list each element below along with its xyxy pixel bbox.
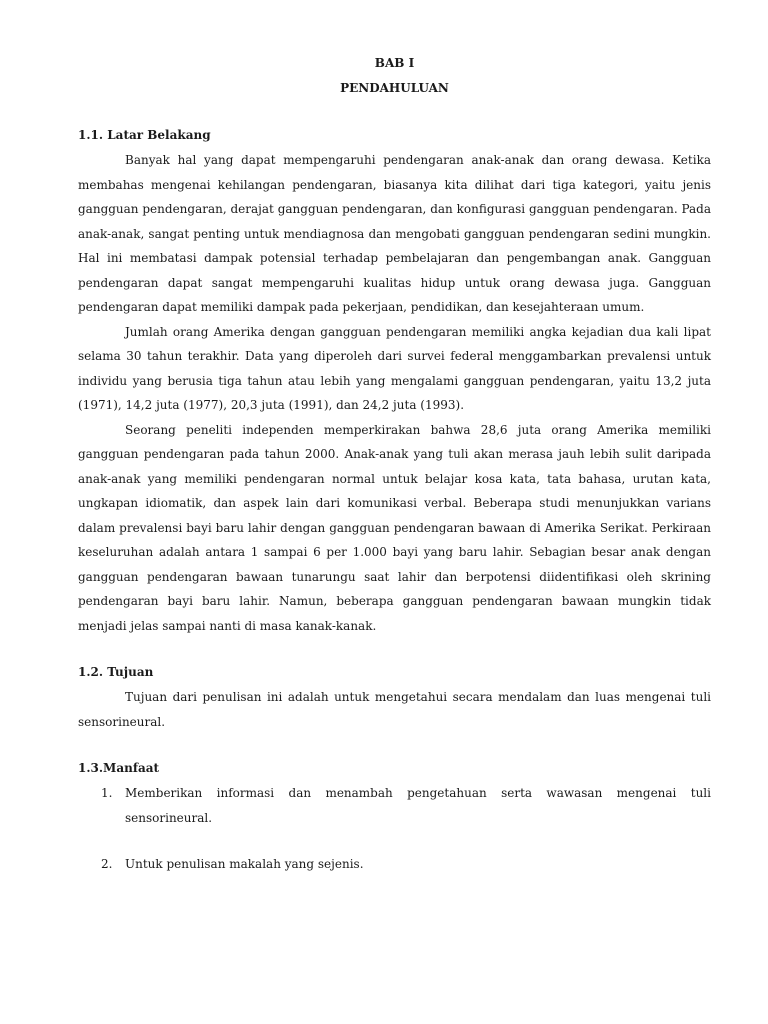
paragraph: Tujuan dari penulisan ini adalah untuk mengetahui secara mendalam dan luas mengenai tuli sensorineural. [78,690,711,729]
list-item [78,852,711,877]
list-item-number: 1. [101,786,113,800]
chapter-label: BAB I [374,56,415,70]
list-item-text: Untuk penulisan makalah yang sejenis. [125,857,364,871]
section-heading-background: 1.1. Latar Belakang [78,128,211,142]
benefits-list [78,781,711,877]
section-heading-purpose: 1.2. Tujuan [78,665,154,679]
paragraph: Banyak hal yang dapat mempengaruhi pendengaran anak-anak dan orang dewasa. Ketika membahas mengenai kehilangan pendengaran, biasanya kita dilihat dari tiga kategori, yaitu jenis gangguan pendengaran, derajat gangguan pendengaran, dan konfigurasi gangguan pendengaran. Pada anak-anak, sangat penting untuk mendiagnosa dan mengobati gangguan pendengaran sedini mungkin. Hal ini membatasi dampak potensial terhadap pembelajaran dan pengembangan anak. Gangguan pendengaran dapat sangat mempengaruhi kualitas hidup untuk orang dewasa juga. Gangguan pendengaran dapat memiliki dampak pada pekerjaan, pendidikan, dan kesejahteraan umum. [78,153,711,314]
list-item-number: 2. [101,857,113,871]
section-heading-benefits: 1.3.Manfaat [78,761,160,775]
chapter-title: PENDAHULUAN [340,81,449,95]
section-benefits [78,756,711,877]
paragraph: Jumlah orang Amerika dengan gangguan pendengaran memiliki angka kejadian dua kali lipat selama 30 tahun terakhir. Data yang diperoleh dari survei federal menggambarkan prevalensi untuk individu yang berusia tiga tahun atau lebih yang mengalami gangguan pendengaran, yaitu 13,2 juta (1971), 14,2 juta (1977), 20,3 juta (1991), dan 24,2 juta (1993). [78,324,711,412]
section-background [78,123,711,638]
section-purpose [78,660,711,734]
list-item [78,781,711,830]
paragraph: Seorang peneliti independen memperkirakan bahwa 28,6 juta orang Amerika memiliki gangguan pendengaran pada tahun 2000. Anak-anak yang tuli akan merasa jauh lebih sulit daripada anak-anak yang memiliki pendengaran normal untuk belajar kosa kata, tata bahasa, urutan kata, ungkapan idiomatik, dan aspek lain dari komunikasi verbal. Beberapa studi menunjukkan varians dalam prevalensi bayi baru lahir dengan gangguan pendengaran bawaan di Amerika Serikat. Perkiraan keseluruhan adalah antara 1 sampai 6 per 1.000 bayi yang baru lahir. Sebagian besar anak dengan gangguan pendengaran bawaan tunarungu saat lahir dan berpotensi diidentifikasi oleh skrining pendengaran bayi baru lahir. Namun, beberapa gangguan pendengaran bawaan mungkin tidak menjadi jelas sampai nanti di masa kanak-kanak. [78,422,711,633]
list-item-text: Memberikan informasi dan menambah pengetahuan serta wawasan mengenai tuli sensorineural. [125,786,711,825]
